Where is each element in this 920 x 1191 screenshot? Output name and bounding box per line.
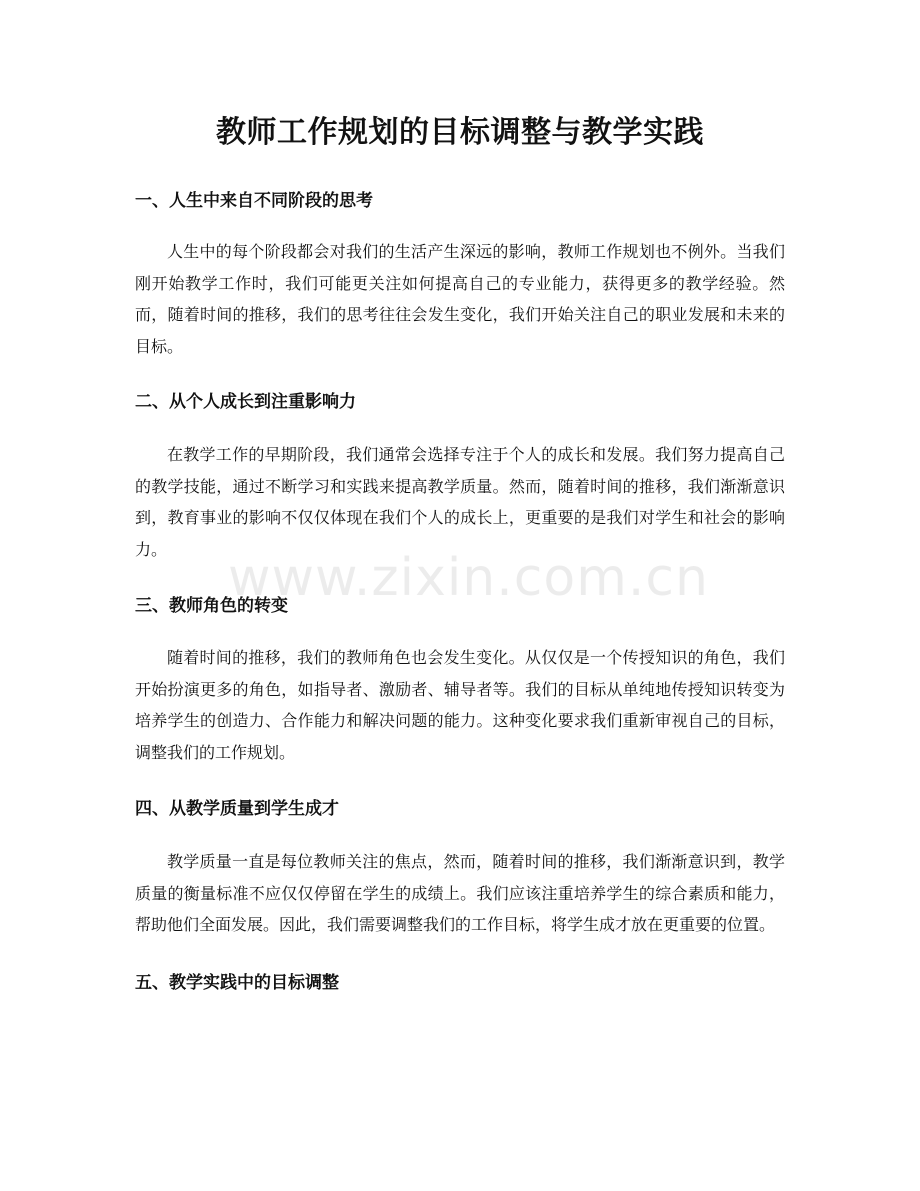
section-heading: 一、人生中来自不同阶段的思考 [135,191,373,211]
section-3 [135,594,785,768]
section-heading: 五、教学实践中的目标调整 [135,972,339,993]
section-paragraph: 人生中的每个阶段都会对我们的生活产生深远的影响，教师工作规划也不例外。当我们刚开始教学工作时，我们可能更关注如何提高自己的专业能力，获得更多的教学经验。然而，随着时间的推移，我们的思考往往会发生变化，我们开始关注自己的职业发展和未来的目标。 [135,242,785,356]
document-title: 教师工作规划的目标调整与教学实践 [216,115,704,150]
section-heading: 二、从个人成长到注重影响力 [135,392,356,412]
watermark-text: www.zixin.com.cn [228,548,709,608]
section-heading: 四、从教学质量到学生成才 [135,799,339,819]
section-paragraph: 随着时间的推移，我们的教师角色也会发生变化。从仅仅是一个传授知识的角色，我们开始扮演更多的角色，如指导者、激励者、辅导者等。我们的目标从单纯地传授知识转变为培养学生的创造力、合作能力和解决问题的能力。这种变化要求我们重新审视自己的目标，调整我们的工作规划。 [135,648,785,762]
section-4 [135,797,785,941]
section-1 [135,189,785,362]
section-5 [135,971,785,995]
section-paragraph: 在教学工作的早期阶段，我们通常会选择专注于个人的成长和发展。我们努力提高自己的教学技能，通过不断学习和实践来提高教学质量。然而，随着时间的推移，我们渐渐意识到，教育事业的影响不仅仅体现在我们个人的成长上，更重要的是我们对学生和社会的影响力。 [135,445,785,559]
section-paragraph: 教学质量一直是每位教师关注的焦点，然而，随着时间的推移，我们渐渐意识到，教学质量的衡量标准不应仅仅停留在学生的成绩上。我们应该注重培养学生的综合素质和能力，帮助他们全面发展。因此，我们需要调整我们的工作目标，将学生成才放在更重要的位置。 [135,852,785,934]
section-heading: 三、教师角色的转变 [135,596,288,616]
section-2 [135,390,785,565]
